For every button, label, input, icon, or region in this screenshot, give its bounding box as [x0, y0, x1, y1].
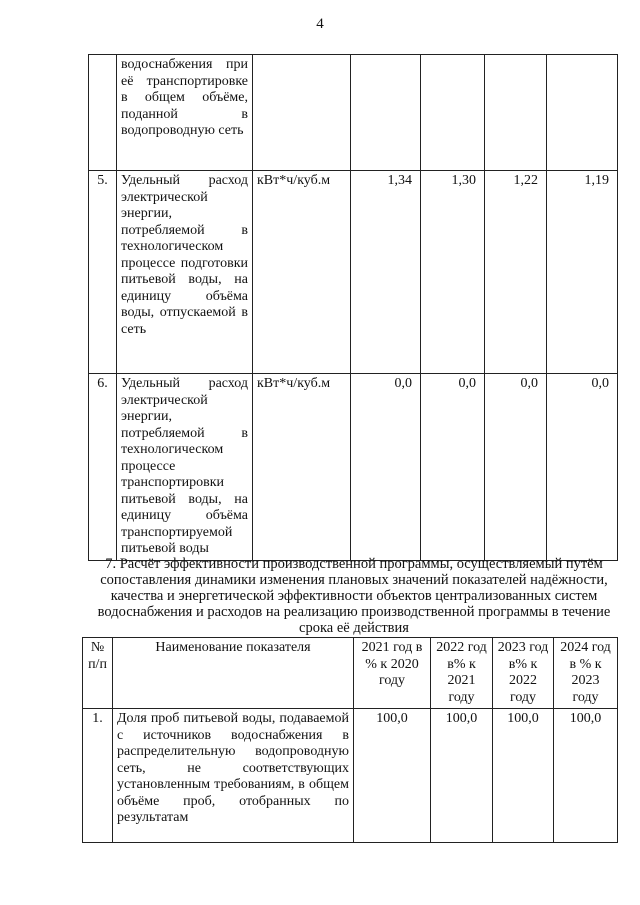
section-7-title: 7. Расчёт эффективности производственной программы, осуществляемый путём сопоставления динамики изменения плановых значений показателей надёжности, качества и энергетической эффективности объектов централизованных систем водоснабжения и расходов на реализацию производственной программы в течение срока её действия: [97, 556, 611, 636]
header-2022: 2022 год в% к 2021 году: [431, 638, 493, 709]
table-row: [83, 709, 618, 843]
value-2022: 100,0: [431, 709, 493, 843]
page-number: 4: [316, 16, 324, 32]
row-number: 6.: [89, 374, 117, 561]
table-row: [89, 171, 618, 374]
value-2022: 1,30: [421, 171, 485, 374]
value-2023: 1,22: [485, 171, 547, 374]
efficiency-table: [82, 637, 618, 843]
value-2022: [421, 55, 485, 171]
table-row: [89, 55, 618, 171]
table-row: [89, 374, 618, 561]
value-2021: [351, 55, 421, 171]
value-2021: 1,34: [351, 171, 421, 374]
header-2024: 2024 год в % к 2023 году: [554, 638, 618, 709]
value-2021: 0,0: [351, 374, 421, 561]
row-number: 1.: [83, 709, 113, 843]
indicator-name: Доля проб питьевой воды, подаваемой с источников водоснабжения в распределительную водопроводную сеть, не соответствующих установленным требованиям, в общем объёме проб, отобранных по результатам: [113, 709, 354, 843]
header-number: № п/п: [83, 638, 113, 709]
value-2024: [547, 55, 618, 171]
value-2023: 0,0: [485, 374, 547, 561]
header-indicator-name: Наименование показателя: [113, 638, 354, 709]
value-2024: 0,0: [547, 374, 618, 561]
indicators-table-continued: [88, 54, 618, 561]
value-2021: 100,0: [354, 709, 431, 843]
indicator-name: Удельный расход электрической энергии, потребляемой в технологическом процессе транспортировки питьевой воды, на единицу объёма транспортируемой питьевой воды: [117, 374, 253, 561]
value-2023: [485, 55, 547, 171]
unit: кВт*ч/куб.м: [253, 374, 351, 561]
row-number: [89, 55, 117, 171]
value-2024: 100,0: [554, 709, 618, 843]
value-2023: 100,0: [493, 709, 554, 843]
indicator-name: Удельный расход электрической энергии, потребляемой в технологическом процессе подготовки питьевой воды, на единицу объёма воды, отпускаемой в сеть: [117, 171, 253, 374]
value-2022: 0,0: [421, 374, 485, 561]
header-2021: 2021 год в % к 2020 году: [354, 638, 431, 709]
row-number: 5.: [89, 171, 117, 374]
unit: [253, 55, 351, 171]
header-2023: 2023 год в% к 2022 году: [493, 638, 554, 709]
unit: кВт*ч/куб.м: [253, 171, 351, 374]
indicator-name: водоснабжения при её транспортировке в общем объёме, поданной в водопроводную сеть: [117, 55, 253, 171]
value-2024: 1,19: [547, 171, 618, 374]
table-header-row: [83, 638, 618, 709]
